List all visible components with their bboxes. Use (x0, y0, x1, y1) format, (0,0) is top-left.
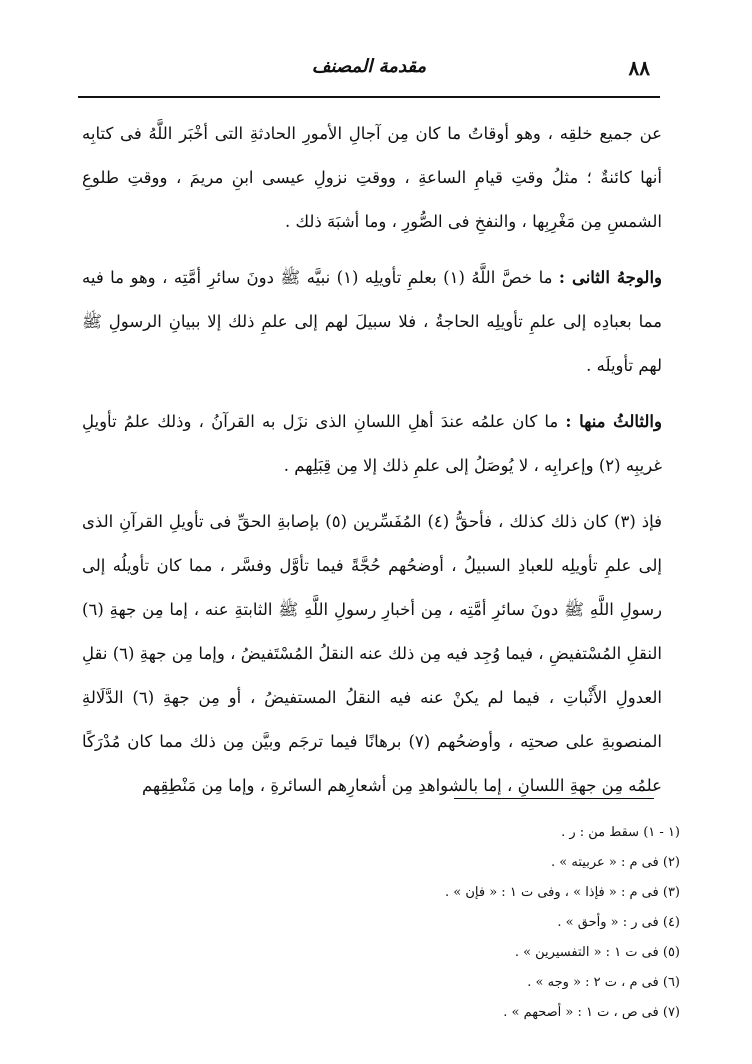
footnote: (٥) فى ت ١ : « التفسيرين » . (514, 945, 680, 960)
footnote: (٤) فى ر : « وأحق » . (557, 915, 680, 930)
running-title: مقدمة المصنف (311, 56, 427, 77)
paragraph-1: عن جميع خلقِه ، وهو أوقاتُ ما كان مِن آجالِ الأمورِ الحادثةِ التى أخْبَر اللَّهُ فى كتابِه أنها كائنةٌ ؛ مثلُ وقتِ قيامِ الساعةِ ، ووقتِ نزولِ عيسى ابنِ مريمَ ، ووقتِ طلوعِ الشمسِ مِن مَغْرِبِها ، والنفخِ فى الصُّورِ ، وما أشبَهَ ذلك . (82, 124, 662, 231)
main-text (82, 112, 662, 820)
page-number: ٨٨ (628, 56, 650, 80)
paragraph-2-text: ما خصَّ اللَّهُ (١) بعلمِ تأويلِه (١) نبيَّه ﷺ دونَ سائرِ أمَّتِه ، وهو ما فيه مما بعبادِه إلى علمِ تأويلِه الحاجةُ ، فلا سبيلَ لهم إلى علمِ ذلك إلا ببيانِ الرسولِ ﷺ لهم تأويلَه . (82, 268, 662, 375)
paragraph-4: فإذ (٣) كان ذلك كذلك ، فأحقُّ (٤) المُفَسِّرين (٥) بإصابةِ الحقِّ فى تأويلِ القرآنِ الذى إلى علمِ تأويلِه للعبادِ السبيلُ ، أوضحُهم حُجَّةً فيما تأوَّل وفسَّر ، مما كان تأويلُه إلى رسولِ اللَّهِ ﷺ دونَ سائرِ أمَّتِه ، مِن أخبارِ رسولِ اللَّهِ ﷺ الثابتةِ عنه ، إما مِن جهةِ (٦) النقلِ المُسْتفيضِ ، فيما وُجِد فيه مِن ذلك عنه النقلُ المُسْتَفيضُ ، وإما مِن جهةِ (٦) نقلِ العدولِ الأَثْباتِ ، فيما لم يكنْ عنه فيه النقلُ المستفيضُ ، أو مِن جهةِ (٦) الدَّلَالةِ المنصوبةِ على صحتِه ، وأوضحُهم (٧) برهانًا فيما ترجَم وبيَّن مِن ذلك مما كان مُدْرَكًا علمُه مِن جهةِ اللسانِ ، إما بالشواهدِ مِن أشعارِهم السائرةِ ، وإما مِن مَنْطِقِهم (82, 512, 663, 795)
footnotes (300, 818, 680, 1028)
paragraph-2-lead: والوجهُ الثانى : (558, 268, 662, 287)
paragraph-3-lead: والثالثُ منها : (565, 412, 662, 431)
footnote-separator (454, 798, 654, 799)
footnote: (٣) فى م : « فإذا » ، وفى ت ١ : « فإن » . (445, 885, 680, 900)
footnote: (٧) فى ص ، ت ١ : « أصحهم » . (503, 1005, 680, 1020)
footnote: (١ - ١) سقط من : ر . (561, 825, 680, 840)
paragraph-2 (82, 256, 662, 388)
footnote: (٢) فى م : « عربيته » . (551, 855, 680, 870)
footnote: (٦) فى م ، ت ٢ : « وجه » . (527, 975, 680, 990)
paragraph-3-text: ما كان علمُه عندَ أهلِ اللسانِ الذى نزَل به القرآنُ ، وذلك علمُ تأويلِ غريبِه (٢) وإعرابِه ، لا يُوصَلُ إلى علمِ ذلك إلا مِن قِبَلِهم . (82, 412, 662, 475)
header-rule (78, 96, 660, 98)
page-header (78, 52, 660, 92)
paragraph-3 (82, 400, 662, 488)
